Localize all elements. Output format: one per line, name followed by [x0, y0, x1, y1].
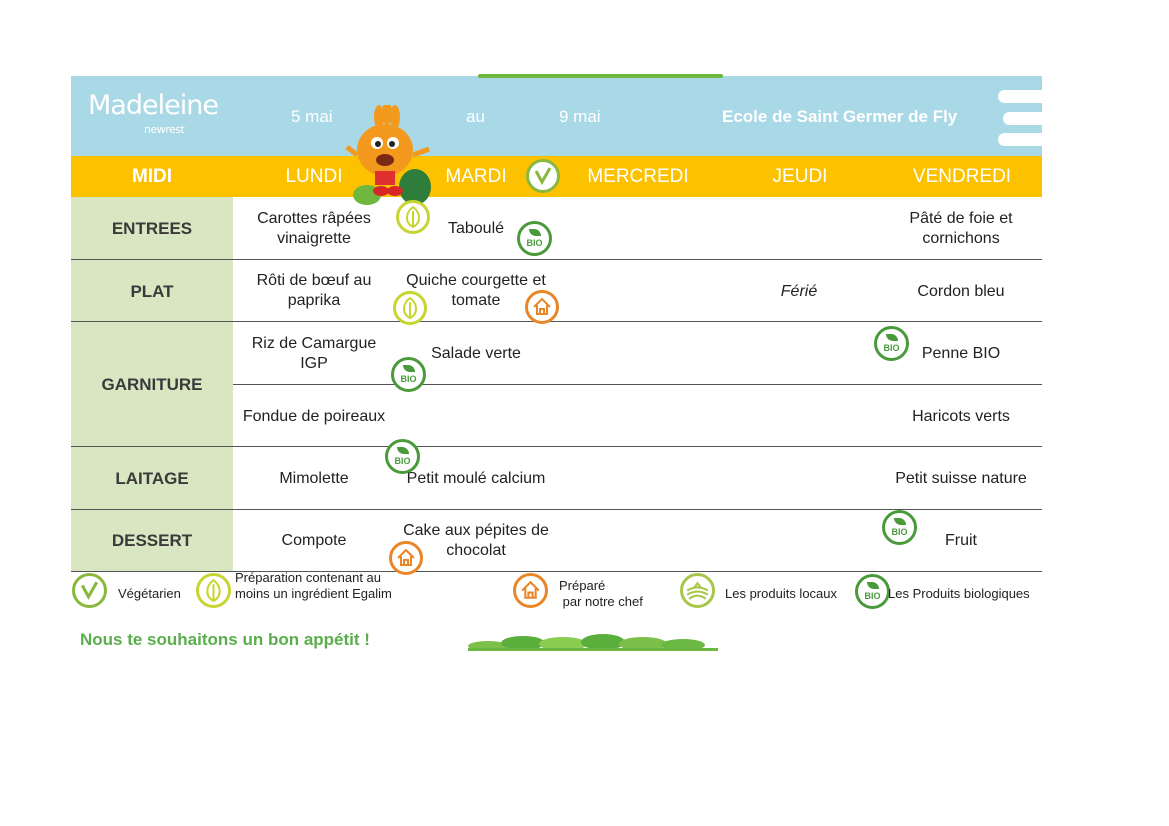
brand-logo	[88, 90, 218, 136]
bio-icon: BIO	[391, 357, 426, 392]
vegetarian-icon	[526, 159, 560, 193]
school-name: Ecole de Saint Germer de Fly	[722, 107, 958, 126]
header-wave	[998, 90, 1042, 103]
row-divider	[233, 384, 1042, 385]
brand-sub: newrest	[144, 123, 185, 136]
menu-cell: Riz de Camargue IGP	[251, 335, 377, 372]
footer-foliage	[468, 632, 718, 651]
menu-cell: Taboulé	[447, 220, 505, 237]
chef-house-icon	[525, 290, 559, 324]
menu-cell: Cake aux pépites de chocolat	[403, 522, 549, 559]
legend-chef-icon	[513, 573, 548, 608]
egalim-leaf-icon	[393, 291, 427, 325]
egalim-leaf-icon	[396, 200, 430, 234]
legend-vegetarian-icon	[72, 573, 107, 608]
footer-message: Nous te souhaitons un bon appétit !	[80, 630, 370, 649]
menu-cell: Fruit	[945, 532, 977, 549]
row-divider	[71, 571, 1042, 572]
row-divider	[71, 446, 1042, 447]
header-wave	[1003, 112, 1042, 125]
day-vendredi: VENDREDI	[912, 166, 1012, 187]
menu-cell: Penne BIO	[921, 345, 1001, 362]
header-wave	[998, 133, 1042, 146]
date-from: 5 mai	[291, 107, 333, 126]
legend-bio-icon: BIO	[855, 574, 890, 609]
bio-icon: BIO	[882, 510, 917, 545]
menu-cell: Pâté de foie et cornichons	[909, 210, 1013, 247]
bio-icon: BIO	[874, 326, 909, 361]
legend-egalim-icon	[196, 573, 231, 608]
menu-cell: Cordon bleu	[917, 283, 1005, 300]
bio-icon: BIO	[517, 221, 552, 256]
day-mercredi: MERCREDI	[587, 166, 689, 187]
menu-cell: Haricots verts	[912, 408, 1010, 425]
menu-cell: Carottes râpées vinaigrette	[257, 210, 371, 247]
legend-vegetarian-label: Végétarien	[118, 586, 181, 601]
legend-bio-label: Les Produits biologiques	[888, 586, 1030, 601]
category-dessert: DESSERT	[111, 531, 193, 550]
legend-chef-label: Préparé par notre chef	[559, 578, 643, 609]
menu-cell: Compote	[281, 532, 347, 549]
bio-icon: BIO	[385, 439, 420, 474]
mascot-illustration	[345, 105, 435, 215]
date-to: 9 mai	[559, 107, 601, 126]
category-plat: PLAT	[130, 282, 174, 301]
legend-local-label: Les produits locaux	[725, 586, 838, 601]
menu-cell: Salade verte	[431, 345, 521, 362]
menu-cell: Petit suisse nature	[895, 470, 1027, 487]
category-laitage: LAITAGE	[115, 469, 189, 488]
menu-cell: Rôti de bœuf au paprika	[256, 272, 372, 309]
menu-cell: Fondue de poireaux	[242, 408, 386, 425]
day-jeudi: JEUDI	[772, 166, 828, 187]
legend-local-icon	[680, 573, 715, 608]
menu-cell: Quiche courgette et tomate	[406, 272, 546, 309]
meal-label: MIDI	[131, 166, 173, 187]
row-divider	[71, 321, 1042, 322]
day-mardi: MARDI	[445, 166, 507, 187]
menu-cell: Mimolette	[279, 470, 349, 487]
date-separator: au	[466, 107, 485, 126]
category-entrees: ENTREES	[111, 219, 193, 238]
header-foliage	[478, 74, 723, 78]
row-divider	[71, 259, 1042, 260]
menu-cell: Petit moulé calcium	[406, 470, 546, 487]
category-garniture: GARNITURE	[101, 375, 203, 394]
day-lundi: LUNDI	[285, 166, 343, 187]
menu-cell: Férié	[780, 283, 818, 300]
brand-name: Madeleine	[88, 90, 218, 121]
legend-egalim-label: Préparation contenant au moins un ingrédient Egalim	[235, 570, 392, 601]
